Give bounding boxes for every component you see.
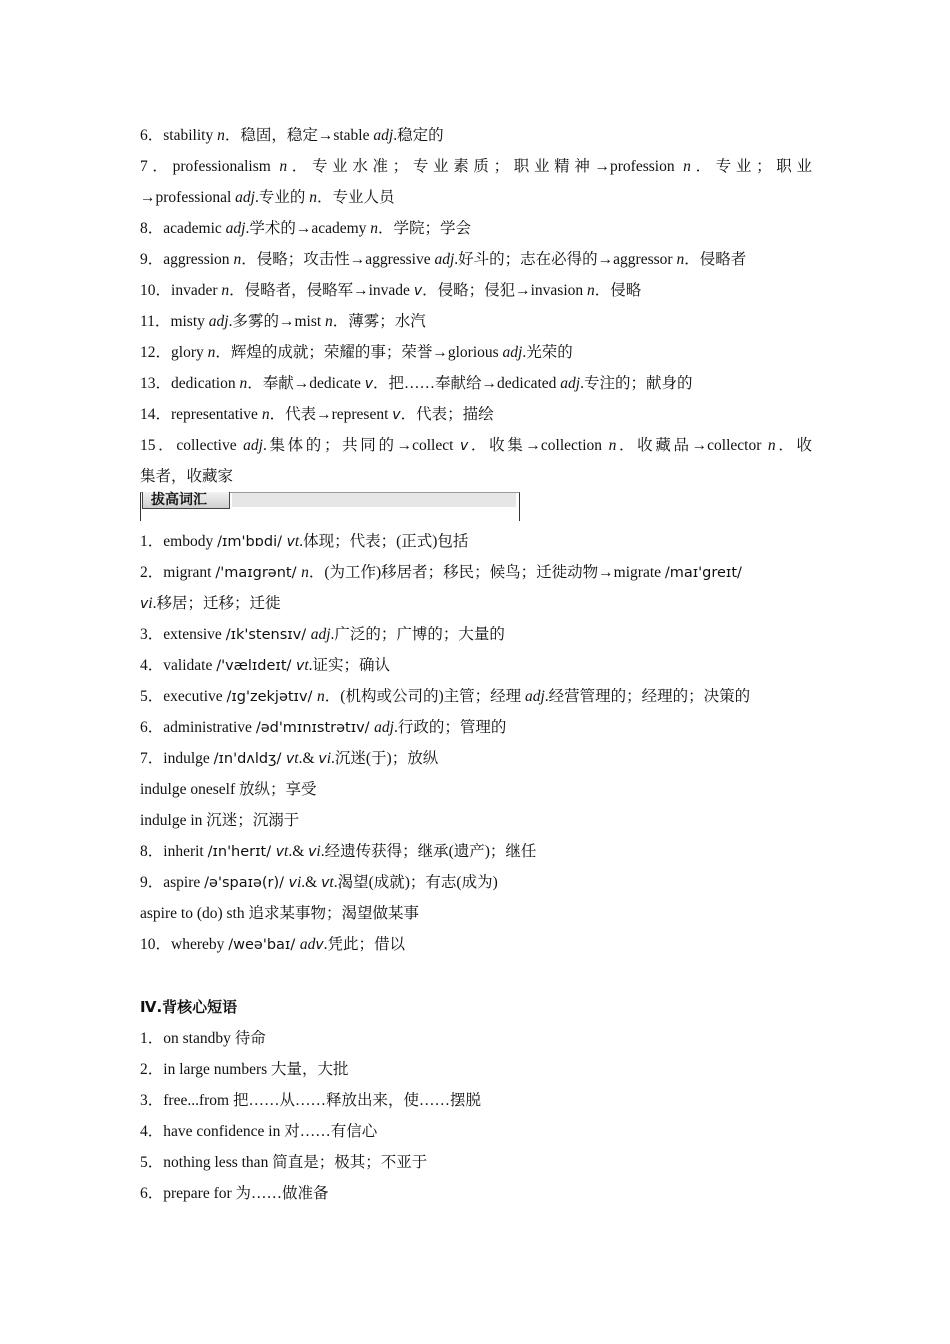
vocab-entry: 1．embody /ɪm'bɒdi/ vt.体现；代表；(正式)包括	[140, 533, 469, 550]
vocab-entry-continuation: 集者，收藏家	[140, 468, 234, 485]
section-banner	[140, 490, 812, 524]
vocab-entry: 10．whereby /weə'baɪ/ adv.凭此；借以	[140, 936, 405, 953]
phrase-entry: 4．have confidence in 对……有信心	[140, 1123, 378, 1140]
vocab-entry: 11．misty adj.多雾的→mist n．薄雾；水汽	[140, 313, 426, 330]
vocab-entry: 10．invader n．侵略者，侵略军→invade v．侵略；侵犯→invasion n．侵略	[140, 282, 642, 299]
vocab-entry-continuation: vi.移居；迁移；迁徙	[140, 595, 281, 612]
phrase-entry: 6．prepare for 为……做准备	[140, 1185, 329, 1202]
vocab-entry: 2．migrant /'maɪgrənt/ n．(为工作)移居者；移民；候鸟；迁徙动物→migrate /maɪ'greɪt/	[140, 564, 742, 581]
phrase-entry: 1．on standby 待命	[140, 1030, 266, 1047]
vocab-entry-continuation: →professional adj.专业的 n．专业人员	[140, 189, 395, 206]
phrase-entry: 3．free...from 把……从……释放出来，使……摆脱	[140, 1092, 481, 1109]
phrase-entry: 5．nothing less than 简直是；极其；不亚于	[140, 1154, 428, 1171]
vocab-entry: 15．collective adj.集体的；共同的→collect v．收集→collection n．收藏品→collector n．收	[140, 437, 812, 454]
vocab-entry: 5．executive /ɪg'zekjətɪv/ n．(机构或公司的)主管；经理 adj.经营管理的；经理的；决策的	[140, 688, 751, 705]
vocab-entry: 12．glory n．辉煌的成就；荣耀的事；荣誉→glorious adj.光荣的	[140, 344, 573, 361]
vocab-entry: 7．indulge /ɪn'dʌldʒ/ vt.& vi.沉迷(于)；放纵	[140, 750, 439, 767]
vocab-entry: 8．academic adj.学术的→academy n．学院；学会	[140, 220, 472, 237]
phrase-line: aspire to (do) sth 追求某事物；渴望做某事	[140, 905, 419, 922]
vocab-entry: 4．validate /'vælɪdeɪt/ vt.证实；确认	[140, 657, 391, 674]
phrase-line: indulge in 沉迷；沉溺于	[140, 812, 300, 829]
phrase-entry: 2．in large numbers 大量，大批	[140, 1061, 349, 1078]
vocab-entry: 9．aspire /ə'spaɪə(r)/ vi.& vt.渴望(成就)；有志(成为)	[140, 874, 498, 891]
banner-shade	[232, 493, 516, 507]
phrase-line: indulge oneself 放纵；享受	[140, 781, 317, 798]
vocab-entry: 14．representative n．代表→represent v．代表；描绘	[140, 406, 494, 423]
vocab-entry: 6．administrative /əd'mɪnɪstrətɪv/ adj.行政的；管理的	[140, 719, 507, 736]
vocab-entry: 6．stability n．稳固，稳定→stable adj.稳定的	[140, 127, 444, 144]
vocab-entry: 7．professionalism n．专业水准；专业素质；职业精神→profession n．专业；职业	[140, 158, 812, 175]
vocab-entry: 3．extensive /ɪk'stensɪv/ adj.广泛的；广博的；大量的	[140, 626, 505, 643]
section-heading: Ⅳ.背核心短语	[140, 998, 238, 1016]
vocab-entry: 8．inherit /ɪn'herɪt/ vt.& vi.经遗传获得；继承(遗产)；继任	[140, 843, 537, 860]
banner-label: 拔高词汇	[142, 492, 230, 509]
vocabulary-page	[140, 120, 812, 1209]
vocab-entry: 9．aggression n．侵略；攻击性→aggressive adj.好斗的；志在必得的→aggressor n．侵略者	[140, 251, 747, 268]
vocab-entry: 13．dedication n．奉献→dedicate v．把……奉献给→dedicated adj.专注的；献身的	[140, 375, 693, 392]
